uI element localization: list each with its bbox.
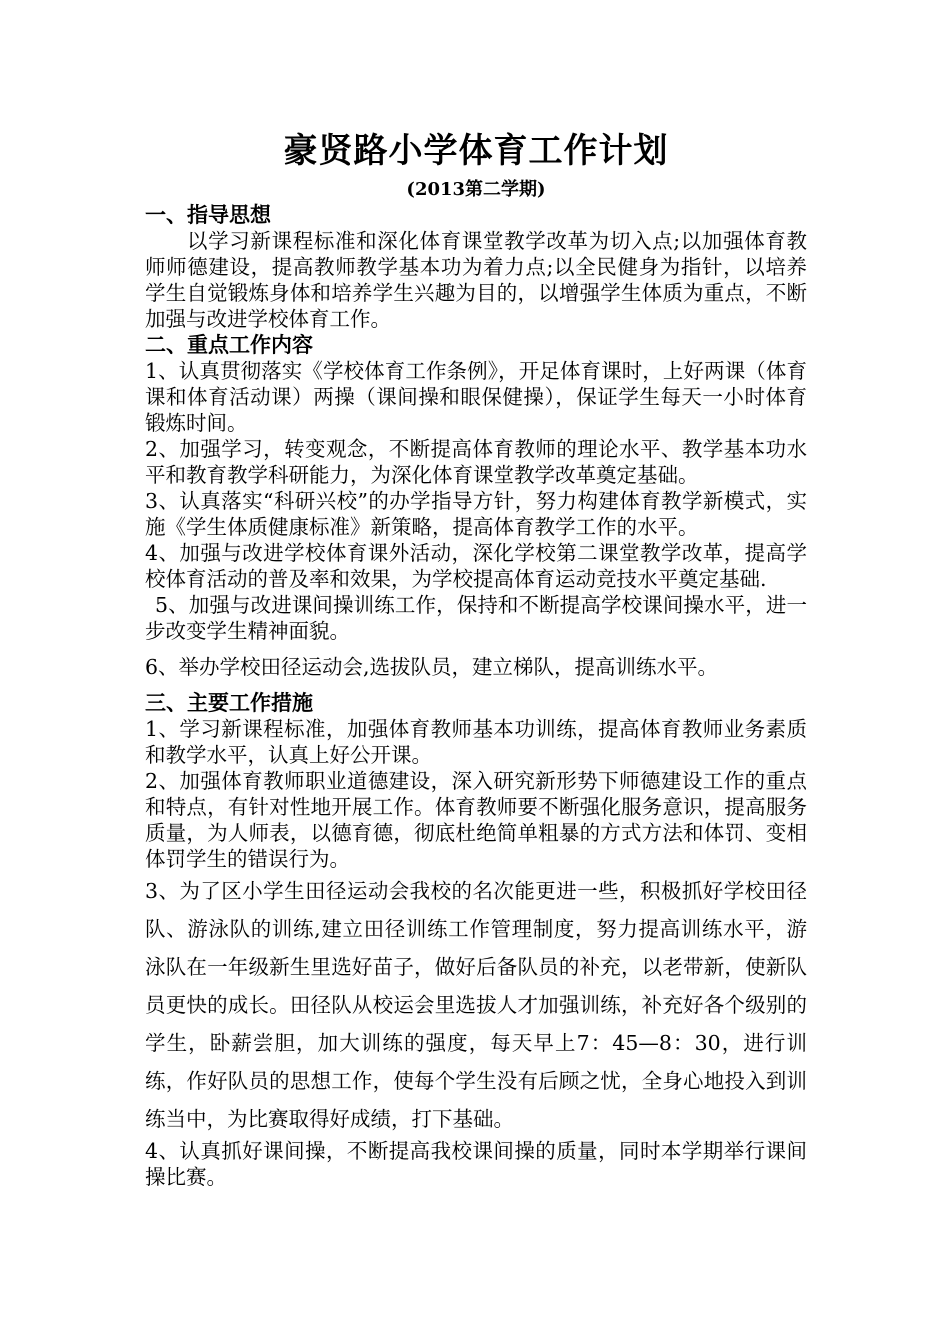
key-work-item-1: 1、认真贯彻落实《学校体育工作条例》，开足体育课时，上好两课（体育课和体育活动课）两操（课间操和眼保健操），保证学生每天一小时体育锻炼时间。 (145, 359, 807, 435)
measures-item-4: 4、认真抓好课间操，不断提高我校课间操的质量，同时本学期举行课间操比赛。 (145, 1139, 807, 1189)
key-work-item-4: 4、加强与改进学校体育课外活动，深化学校第二课堂教学改革，提高学校体育活动的普及率和效果，为学校提高体育运动竞技水平奠定基础. (145, 541, 807, 591)
document-subtitle: (2013第二学期) (406, 179, 546, 200)
measures-item-2: 2、加强体育教师职业道德建设，深入研究新形势下师德建设工作的重点和特点，有针对性地开展工作。体育教师要不断强化服务意识，提高服务质量，为人师表，以德育德，彻底杜绝简单粗暴的方式方法和体罚、变相体罚学生的错误行为。 (145, 769, 807, 871)
document-page (145, 128, 807, 1190)
key-work-item-6: 6、举办学校田径运动会,选拔队员，建立梯队，提高训练水平。 (145, 655, 719, 679)
section-heading-key-work: 二、重点工作内容 (145, 333, 313, 357)
section-heading-measures: 三、主要工作措施 (145, 691, 313, 715)
document-title: 豪贤路小学体育工作计划 (283, 131, 669, 171)
guiding-idea-paragraph: 以学习新课程标准和深化体育课堂教学改革为切入点;以加强体育教师师德建设，提高教师教学基本功为着力点;以全民健身为指针，以培养学生自觉锻炼身体和培养学生兴趣为目的，以增强学生体质为重点，不断加强与改进学校体育工作。 (145, 229, 807, 331)
key-work-item-5: 5、加强与改进课间操训练工作，保持和不断提高学校课间操水平，进一步改变学生精神面貌。 (145, 593, 807, 643)
key-work-item-3: 3、认真落实“科研兴校”的办学指导方针，努力构建体育教学新模式，实施《学生体质健康标准》新策略，提高体育教学工作的水平。 (145, 489, 807, 539)
measures-item-1: 1、学习新课程标准，加强体育教师基本功训练，提高体育教师业务素质和教学水平，认真上好公开课。 (145, 717, 807, 767)
section-heading-guiding-idea: 一、指导思想 (145, 203, 271, 227)
key-work-item-2: 2、加强学习，转变观念，不断提高体育教师的理论水平、教学基本功水平和教育教学科研能力，为深化体育课堂教学改革奠定基础。 (145, 437, 807, 487)
measures-item-3: 3、为了区小学生田径运动会我校的名次能更进一些，积极抓好学校田径队、游泳队的训练,建立田径训练工作管理制度，努力提高训练水平，游泳队在一年级新生里选好苗子，做好后备队员的补充，以老带新，使新队员更快的成长。田径队从校运会里选拔人才加强训练，补充好各个级别的学生，卧薪尝胆，加大训练的强度，每天早上7：45—8：30，进行训练，作好队员的思想工作，使每个学生没有后顾之忧，全身心地投入到训练当中，为比赛取得好成绩，打下基础。 (145, 879, 807, 1131)
